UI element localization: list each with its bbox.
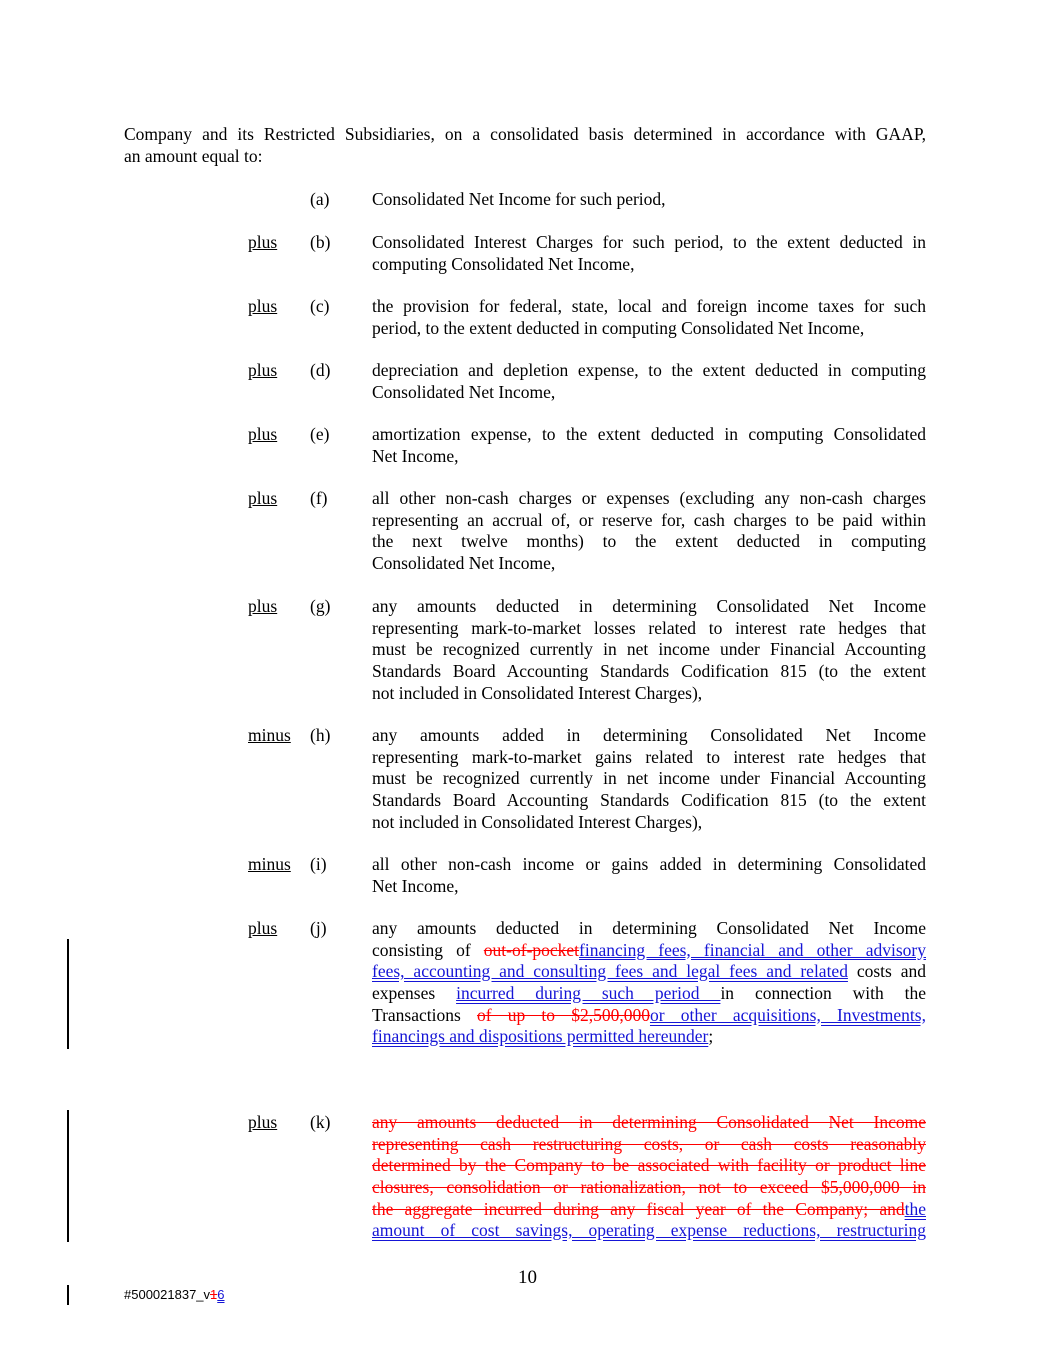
item-text-line (372, 940, 926, 962)
change-bar (67, 939, 69, 1049)
intro-line: an amount equal to: (124, 145, 263, 166)
item-text-line: representing mark-to-market gains related to interest rate hedges that (372, 746, 926, 767)
item-text (372, 488, 926, 575)
text-run: expenses (372, 983, 457, 1004)
item-text (372, 854, 926, 897)
item-text (372, 424, 926, 467)
item-text (372, 725, 926, 833)
text-run: consisting of (372, 939, 484, 960)
item-text-line: must be recognized currently in net income under Financial Accounting (372, 768, 926, 789)
item-text-line: the provision for federal, state, local and foreign income taxes for such (372, 296, 926, 316)
item-label: (h) (310, 725, 331, 745)
deleted-text: of up to $2,500,000 (476, 1004, 650, 1025)
item-text-line: not included in Consolidated Interest Charges), (372, 682, 703, 703)
item-label: (c) (310, 296, 330, 316)
item-text (372, 189, 926, 211)
item-text-line (372, 1026, 926, 1048)
item-text-line (372, 1005, 926, 1027)
item-operator: plus (248, 232, 278, 252)
item-text-line: depreciation and depletion expense, to the extent deducted in computing (372, 360, 926, 380)
item-text-line: representing mark-to-market losses related to interest rate hedges that (372, 617, 926, 638)
item-operator: plus (248, 424, 278, 444)
inserted-text: financings and dispositions permitted hereunder (372, 1026, 709, 1047)
item-label: (d) (310, 360, 331, 380)
item-operator: plus (248, 918, 278, 938)
item-text-line: Net Income, (372, 875, 459, 896)
item-text-line: all other non-cash charges or expenses (excluding any non-cash charges (372, 488, 926, 508)
item-text (372, 1112, 926, 1242)
item-text-line: computing Consolidated Net Income, (372, 253, 635, 274)
item-text-line (372, 961, 926, 983)
item-text-line: Consolidated Net Income for such period, (372, 189, 666, 209)
deleted-text: out-of-pocket (483, 939, 580, 960)
inserted-text: 6 (217, 1287, 225, 1302)
item-text-line: any amounts deducted in determining Consolidated Net Income (372, 596, 926, 616)
inserted-text: financing fees, financial and other advisory (579, 939, 926, 960)
inserted-text: fees, accounting and consulting fees and legal fees and related (372, 961, 848, 982)
item-text-line: Consolidated Interest Charges for such period, to the extent deducted in (372, 232, 926, 252)
deleted-text-line: determined by the Company to be associated with facility or product line (372, 1155, 926, 1176)
item-label: (k) (310, 1112, 331, 1132)
inserted-text: the (904, 1198, 926, 1219)
item-text-line: Standards Board Accounting Standards Codification 815 (to the extent (372, 661, 926, 682)
deleted-text-line: any amounts deducted in determining Consolidated Net Income (372, 1112, 926, 1132)
item-text (372, 232, 926, 275)
item-text-line: any amounts deducted in determining Consolidated Net Income (372, 918, 926, 938)
item-text-line (372, 1199, 926, 1221)
inserted-text: incurred during such period (456, 983, 721, 1004)
text-run: in connection with the (720, 983, 926, 1004)
item-label: (g) (310, 596, 331, 616)
item-operator: plus (248, 596, 278, 616)
inserted-text: amount of cost savings, operating expense reductions, restructuring (372, 1220, 926, 1241)
item-text (372, 360, 926, 403)
item-text-line: Consolidated Net Income, (372, 381, 556, 402)
text-run: ; (708, 1026, 714, 1047)
text-run: costs and (847, 961, 926, 982)
item-text-line: not included in Consolidated Interest Charges), (372, 811, 703, 832)
intro-line: Company and its Restricted Subsidiaries, on a consolidated basis determined in accordance with GAAP, (124, 124, 926, 144)
item-text-line: Standards Board Accounting Standards Codification 815 (to the extent (372, 790, 926, 811)
item-label: (b) (310, 232, 331, 252)
item-text-line: all other non-cash income or gains added in determining Consolidated (372, 854, 926, 874)
item-operator: minus (248, 854, 291, 874)
item-text-line: amortization expense, to the extent deducted in computing Consolidated (372, 424, 926, 444)
item-text-line: Consolidated Net Income, (372, 553, 556, 574)
item-text-line (372, 1220, 926, 1242)
item-text-line: any amounts added in determining Consolidated Net Income (372, 725, 926, 745)
item-operator: minus (248, 725, 291, 745)
item-text-line: Net Income, (372, 445, 459, 466)
item-text-line: period, to the extent deducted in computing Consolidated Net Income, (372, 317, 865, 338)
doc-id-text: #500021837_v (124, 1287, 211, 1302)
text-run: Transactions (372, 1004, 477, 1025)
item-operator: plus (248, 488, 278, 508)
item-text-line (372, 983, 926, 1005)
document-id (124, 1287, 225, 1303)
item-text-line: must be recognized currently in net income under Financial Accounting (372, 639, 926, 660)
item-operator: plus (248, 360, 278, 380)
item-operator: plus (248, 1112, 278, 1132)
item-label: (e) (310, 424, 330, 444)
intro-paragraph (124, 124, 926, 167)
item-text-line: representing an accrual of, or reserve for, cash charges to be paid within (372, 509, 926, 530)
deleted-text: 1 (210, 1287, 218, 1302)
item-text-line: the next twelve months) to the extent deducted in computing (372, 531, 926, 552)
item-label: (a) (310, 189, 330, 209)
item-operator: plus (248, 296, 278, 316)
inserted-text: or other acquisitions, Investments, (649, 1004, 926, 1025)
deleted-text-line: closures, consolidation or rationalization, not to exceed $5,000,000 in (372, 1177, 926, 1198)
item-label: (i) (310, 854, 327, 874)
item-label: (j) (310, 918, 327, 938)
deleted-text: the aggregate incurred during any fiscal year of the Company; and (372, 1198, 905, 1219)
item-label: (f) (310, 488, 328, 508)
item-text (372, 918, 926, 1048)
item-text (372, 596, 926, 704)
item-text (372, 296, 926, 339)
change-bar (67, 1110, 69, 1242)
deleted-text-line: representing cash restructuring costs, or cash costs reasonably (372, 1133, 926, 1154)
page-number: 10 (518, 1267, 537, 1288)
